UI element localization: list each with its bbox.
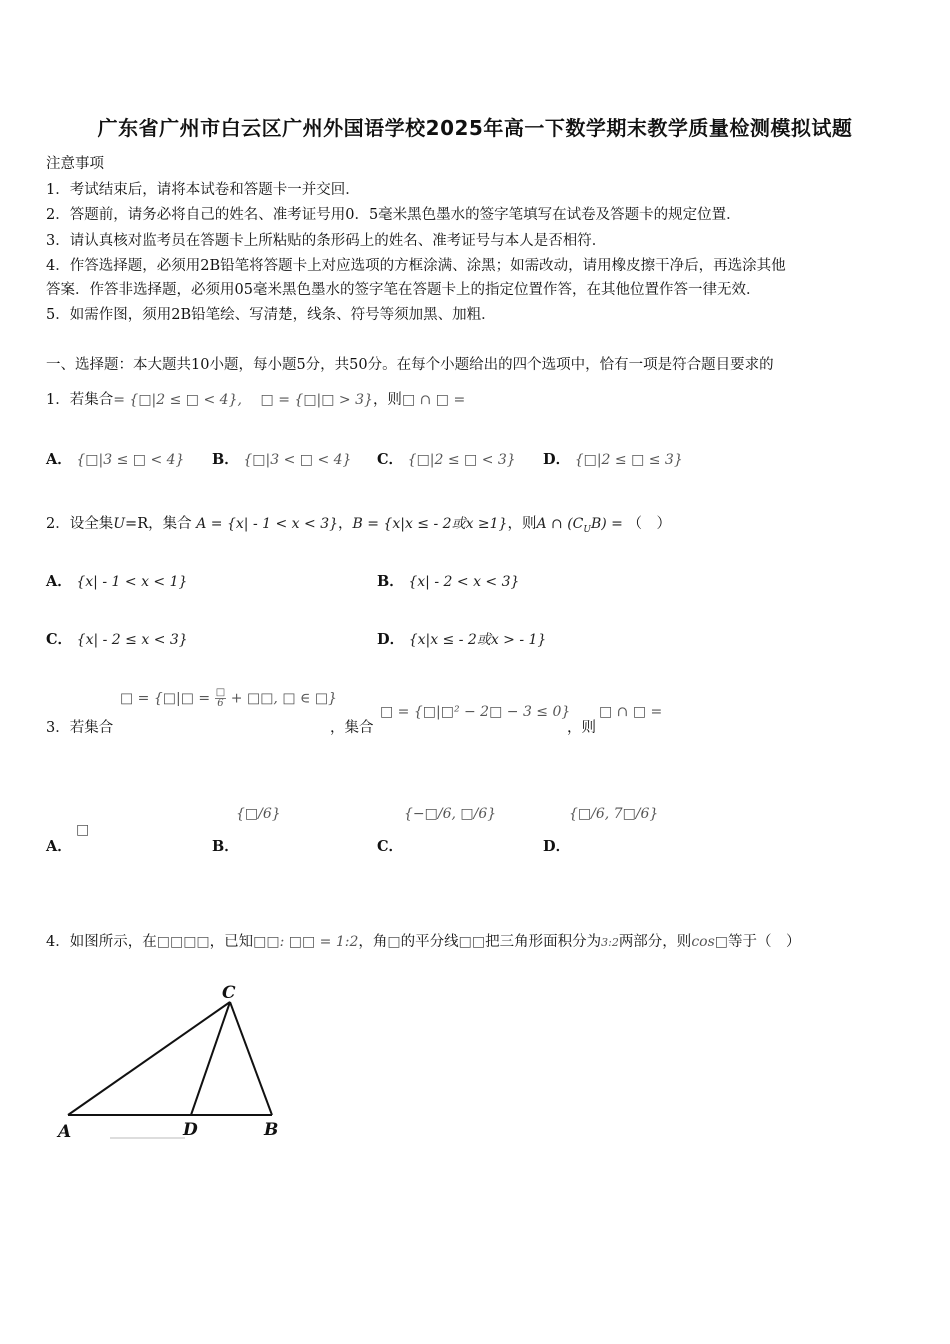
- section-heading: 一、选择题：本大题共10小题，每小题5分，共50分。在每个小题给出的四个选项中，恰有一项是符合题目要求的: [46, 357, 774, 373]
- q1-option-b[interactable]: B． {□|3 < □ < 4}: [212, 451, 352, 468]
- q3-option-d[interactable]: D．: [543, 838, 571, 855]
- notice-item: 1．考试结束后，请将本试卷和答题卡一并交回．: [46, 182, 360, 198]
- question-2: 2．设全集U=R，集合 A = {x| - 1 < x < 3}，B = {x|x ≤ - 2或x ≥1}，则A ∩ $(C_UB)$ = （ ）: [46, 516, 672, 535]
- vertex-b-label: B: [264, 1120, 279, 1140]
- q2-option-d[interactable]: D． {x|x ≤ - 2或x > - 1}: [377, 631, 547, 648]
- side-ac: [68, 1002, 230, 1115]
- q1-prefix: 1．若集合: [46, 392, 114, 408]
- q1-option-a[interactable]: A． {□|3 ≤ □ < 4}: [46, 451, 185, 468]
- q2-set-a: A = {x| - 1 < x < 3}: [196, 516, 339, 532]
- page-title: 广东省广州市白云区广州外国语学校2025年高一下数学期末教学质量检测模拟试题: [97, 116, 853, 140]
- point-d-label: D: [183, 1120, 198, 1140]
- notice-item: 4．作答选择题，必须用2B铅笔将答题卡上对应选项的方框涂满、涂黑；如需改动，请用橡皮擦干净后，再选涂其他: [46, 258, 786, 274]
- side-cb: [230, 1002, 272, 1115]
- q2-universal-set: U: [113, 516, 126, 532]
- question-1: [46, 388, 465, 409]
- q3-option-c-value: {−□/6, □/6}: [404, 806, 497, 822]
- q2-prefix: 2．设全集: [46, 516, 114, 532]
- q2-answer-paren: （ ）: [627, 516, 672, 532]
- q4-cos: cos□: [691, 934, 728, 950]
- q2-expr: A ∩ $(C_UB)$ =: [536, 516, 623, 535]
- q1-set-b: □ = {□|□ > 3}: [260, 392, 373, 408]
- q2-set-b: B = {x|x ≤ - 2或x ≥1}: [352, 516, 508, 532]
- q3-then: ，则: [567, 720, 596, 736]
- q3-set-b: □ = {□|□² − 2□ − 3 ≤ 0}: [380, 704, 571, 720]
- q4-triangle: □□□□: [156, 934, 210, 950]
- q1-expr: □ ∩ □ =: [401, 392, 466, 408]
- q2-option-b[interactable]: B． {x| - 2 < x < 3}: [377, 573, 520, 590]
- q3-option-a-value: □: [76, 822, 90, 838]
- notice-item: 答案．作答非选择题，必须用05毫米黑色墨水的签字笔在答题卡上的指定位置作答，在其他位置作答一律无效．: [46, 282, 761, 298]
- q3-set-a: □ = {□|□ = $\frac{□}{6}$ + □□, □ ∈ □}: [120, 687, 337, 709]
- bisector-cd: [191, 1002, 230, 1115]
- notice-heading: 注意事项: [46, 156, 104, 172]
- q3-expr: □ ∩ □ =: [599, 704, 663, 720]
- q3-option-b-value: {□/6}: [236, 806, 281, 822]
- q3-option-c[interactable]: C．: [377, 838, 404, 855]
- question-4: 4．如图所示，在□□□□，已知□□: □□ = 1:2，角□的平分线□□把三角形面积分为3:2两部分，则cos□等于（ ）: [46, 934, 801, 950]
- notice-item: 2．答题前，请务必将自己的姓名、准考证号用0．5毫米黑色墨水的签字笔填写在试卷及答题卡的规定位置．: [46, 207, 741, 223]
- q3-option-d-value: {□/6, 7□/6}: [569, 806, 659, 822]
- q1-then: ，则: [372, 392, 402, 408]
- q2-eq-r: =R，集合: [125, 516, 192, 532]
- notice-item: 3．请认真核对监考员在答题卡上所粘贴的条形码上的姓名、准考证号与本人是否相符．: [46, 233, 607, 249]
- notice-item: 5．如需作图，须用2B铅笔绘、写清楚，线条、符号等须加黑、加粗．: [46, 307, 496, 323]
- question-3: [46, 716, 113, 737]
- q2-option-a[interactable]: A． {x| - 1 < x < 1}: [46, 573, 188, 590]
- triangle-figure: [50, 975, 300, 1150]
- q4-ratio: □□: □□ = 1:2: [253, 934, 359, 950]
- q3-fraction: $\frac{□}{6}$: [215, 687, 226, 709]
- q3-option-b[interactable]: B．: [212, 838, 239, 855]
- q2-option-c[interactable]: C． {x| - 2 ≤ x < 3}: [46, 631, 188, 648]
- q1-option-d[interactable]: D． {□|2 ≤ □ ≤ 3}: [543, 451, 683, 468]
- q3-option-a[interactable]: A．: [46, 838, 72, 855]
- q1-option-c[interactable]: C． {□|2 ≤ □ < 3}: [377, 451, 516, 468]
- vertex-c-label: C: [222, 983, 236, 1003]
- q1-set-a: = {□|2 ≤ □ < 4},: [113, 392, 242, 408]
- q3-prefix: 3．若集合: [46, 720, 114, 736]
- vertex-a-label: A: [58, 1122, 72, 1142]
- q3-mid: ，集合: [330, 720, 374, 736]
